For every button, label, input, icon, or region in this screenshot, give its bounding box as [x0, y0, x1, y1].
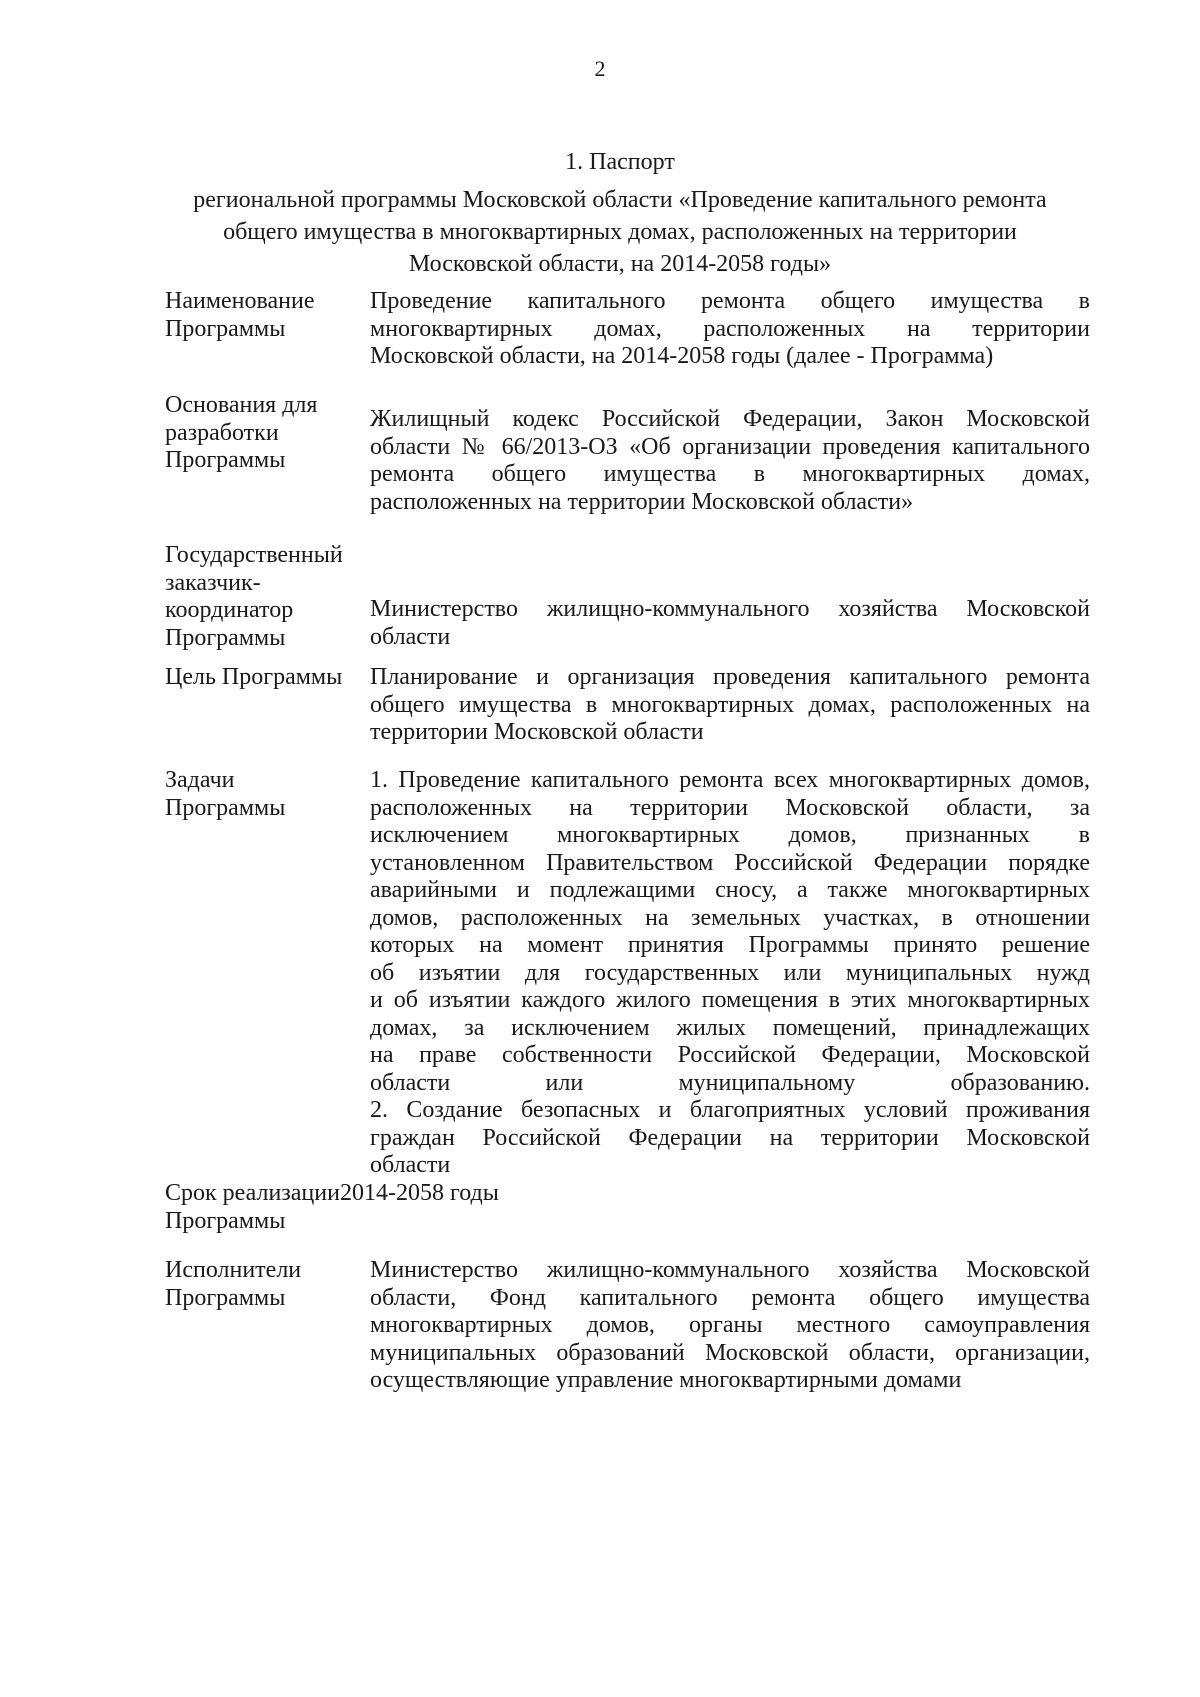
- document-subtitle-line-3: Московской области, на 2014-2058 годы»: [408, 251, 832, 277]
- passport-label-customer: Государственный заказчик- координатор Программы: [165, 542, 343, 651]
- passport-label-executors: Исполнители Программы: [165, 1257, 302, 1311]
- passport-value-goal: Планирование и организация проведения капитального ремонта общего имущества в многоквартирных домах, расположенных на территории Московской области: [370, 664, 1090, 745]
- passport-value-term: 2014-2058 годы: [340, 1180, 499, 1206]
- passport-label-tasks: Задачи Программы: [165, 767, 286, 821]
- passport-label-term: Срок реализации Программы: [165, 1180, 340, 1234]
- page-number: 2: [594, 56, 606, 81]
- passport-label-basis: Основания для разработки Программы: [165, 392, 318, 473]
- document-title: 1. Паспорт: [565, 149, 675, 175]
- passport-value-tasks: 1. Проведение капитального ремонта всех многоквартирных домов, расположенных на территории Московской области, за исключением многоквартирных домов, признанных в установленном Правительством Российской Федерации порядке аварийными и подлежащими сносу, а также многоквартирных домов, расположенных на земельных участках, в отношении которых на момент принятия Программы принято решение об изъятии для государственных или муниципальных нужд и об изъятии каждого жилого помещения в этих многоквартирных домах, за исключением жилых помещений, принадлежащих на праве собственности Российской Федерации, Московской области или муниципальному образованию. 2. Создание безопасных и благоприятных условий проживания граждан Российской Федерации на территории Московской области: [370, 767, 1090, 1178]
- passport-label-goal: Цель Программы: [165, 664, 343, 690]
- document-subtitle-line-2: общего имущества в многоквартирных домах, расположенных на территории: [223, 219, 1017, 245]
- document-subtitle-line-1: региональной программы Московской области «Проведение капитального ремонта: [193, 187, 1047, 213]
- passport-value-name: Проведение капитального ремонта общего имущества в многоквартирных домах, расположенных на территории Московской области, на 2014-2058 годы (далее - Программа): [370, 288, 1090, 369]
- passport-label-name: Наименование Программы: [165, 288, 315, 342]
- passport-value-executors: Министерство жилищно-коммунального хозяйства Московской области, Фонд капитального ремонта общего имущества многоквартирных домов, органы местного самоуправления муниципальных образований Московской области, организации, осуществляющие управление многоквартирными домами: [370, 1257, 1090, 1393]
- document-title-block: [160, 146, 1080, 280]
- passport-value-basis: Жилищный кодекс Российской Федерации, Закон Московской области № 66/2013-ОЗ «Об организации проведения капитального ремонта общего имущества в многоквартирных домах, расположенных на территории Московской области»: [370, 406, 1090, 515]
- passport-value-customer: Министерство жилищно-коммунального хозяйства Московской области: [370, 596, 1090, 650]
